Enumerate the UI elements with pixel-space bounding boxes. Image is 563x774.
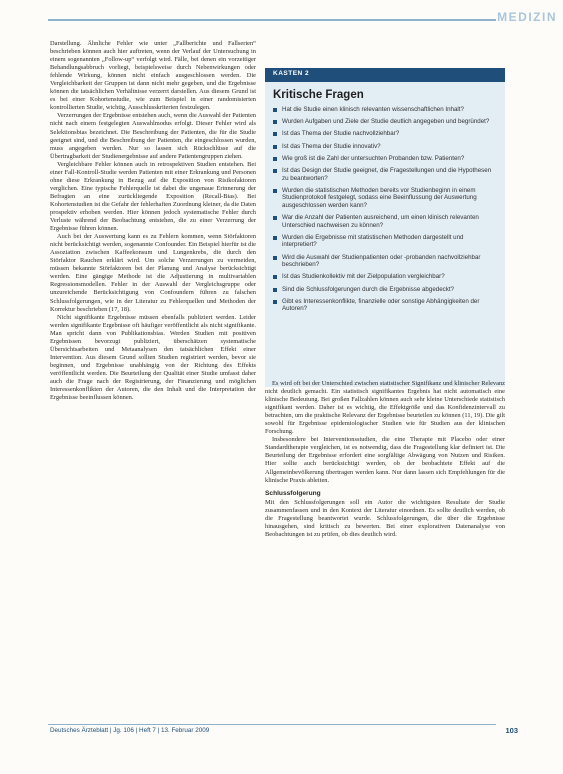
conclusion-paragraph: Mit den Schlussfolgerungen soll ein Autor die wichtigsten Resultate der Studie zusammenfassen und in den Kontext der Literatur einordnen. Es sollte deutlich werden, ob die Fragestellung beantwortet wurde. Schlussfolgerungen, die über die Ergebnisse hinausgehen, sind kritisch zu bewerten. Bei einer explorativen Datenanalyse von Beobachtungen ist zu prüfen, ob dies deutlich wird. xyxy=(265,498,505,538)
question-item: Ist das Thema der Studie nachvollziehbar? xyxy=(273,130,497,138)
question-item: Ist das Design der Studie geeignet, die Fragestellungen und die Hypothesen zu beantworten? xyxy=(273,167,497,182)
critical-questions-box xyxy=(265,68,505,387)
section-label: MEDIZIN xyxy=(497,10,557,24)
page-footer xyxy=(48,724,518,736)
left-paragraph: Vergleichbare Fehler können auch in retrospektiven Studien entstehen. Bei einer Fall-Kontroll-Studie werden Patienten mit einer Erkrankung und Personen ohne diese Erkrankung in Bezug auf die Exposition von Risikofaktoren verglichen. Eine typische Fehlerquelle ist dabei die ungenaue Erinnerung der Befragten an eine zurückliegende Exposition (Recall-Bias). Bei Kohortenstudien ist die Gefahr der fehlerhaften Zuordnung kleiner, da die Daten prospektiv erhoben werden. Hier können jedoch systematische Fehler durch Verluste während der Beobachtung entstehen, die zu einer Verzerrung der Ergebnisse führen können. xyxy=(50,160,256,233)
right-paragraph: Insbesondere bei Interventionsstudien, die eine Therapie mit Placebo oder einer Standardtherapie vergleichen, ist es notwendig, dass die Fragestellung klar definiert ist. Die Beurteilung der Ergebnisse erfordert eine sorgfältige Abwägung von Nutzen und Risiken. Hier sollte auch berücksichtigt werden, ob der beobachtete Effekt auf die Allgemeinbevölkerung übertragen werden kann. Nur dann lassen sich Empfehlungen für die klinische Praxis ableiten. xyxy=(265,436,505,484)
question-list xyxy=(265,106,505,313)
question-item: Wurden Aufgaben und Ziele der Studie deutlich angegeben und begründet? xyxy=(273,118,497,126)
question-item: Wurden die Ergebnisse mit statistischen Methoden dargestellt und interpretiert? xyxy=(273,234,497,249)
question-item: Ist das Studienkollektiv mit der Zielpopulation vergleichbar? xyxy=(273,273,497,281)
left-paragraph: Verzerrungen der Ergebnisse entstehen auch, wenn die Auswahl der Patienten nicht nach einem festgelegten Auswahlmodus erfolgt. Dieser Fehler wird als Selektionsbias bezeichnet. Die Beschreibung der Patienten, die für die Studie geeignet sind, und die Beschreibung der Patienten, die eingeschlossen wurden, muss angegeben werden. Nur so lassen sich Rückschlüsse auf die Übertragbarkeit der Studienergebnisse auf andere Patientengruppen ziehen. xyxy=(50,112,256,160)
box-title: Kritische Fragen xyxy=(273,89,364,101)
header-rule xyxy=(48,19,496,21)
right-column xyxy=(265,380,505,539)
question-item: War die Anzahl der Patienten ausreichend, um einen klinisch relevanten Unterschied nachweisen zu können? xyxy=(273,214,497,229)
question-item: Hat die Studie einen klinisch relevanten wissenschaftlichen Inhalt? xyxy=(273,106,497,114)
box-label: KASTEN 2 xyxy=(273,70,310,77)
page-number: 103 xyxy=(505,726,518,735)
left-paragraph: Darstellung. Ähnliche Fehler wie unter „Fallberichte und Fallserien“ beschrieben können auch hier auftreten, wenn der Verlauf der Untersuchung in einem sogenannten „Follow-up“ verfolgt wird. Fälle, bei denen ein vorzeitiger Behandlungsabbruch vorliegt, beispielsweise durch Nebenwirkungen oder fehlende Wirkung, können nicht einfach ausgeschlossen werden. Die Vergleichbarkeit der Gruppen ist dann nicht mehr gegeben, und die Ergebnisse können die tatsächlichen Verhältnisse verzerrt darstellen. Aus diesem Grund ist es bei einer Kohortenstudie, wie zum Beispiel in einer randomisierten kontrollierten Studie, wichtig, Ausschlusskriterien festzulegen. xyxy=(50,40,256,112)
journal-citation: Deutsches Ärzteblatt | Jg. 106 | Heft 7 | 13. Februar 2009 xyxy=(50,727,210,734)
page-header xyxy=(0,0,563,30)
question-item: Sind die Schlussfolgerungen durch die Ergebnisse abgedeckt? xyxy=(273,286,497,294)
left-paragraph: Nicht signifikante Ergebnisse müssen ebenfalls publiziert werden. Leider werden signifikante Ergebnisse oft häufiger veröffentlicht als nicht signifikante. Man spricht dann von Publikationsbias. Werden Studien mit positiven Ergebnissen bevorzugt publiziert, überschätzen systematische Übersichtsarbeiten und Metaanalysen den tatsächlichen Effekt einer Intervention. Aus diesem Grund sollten Studien registriert werden, bevor sie beginnen, und Ergebnisse unabhängig von der Richtung des Effekts veröffentlicht werden. Die Beurteilung der Qualität einer Studie umfasst daher auch die Frage nach der Registrierung, der Finanzierung und möglichen Interessenkonflikten der Autoren, die den Inhalt und die Interpretation der Ergebnisse beeinflussen können. xyxy=(50,313,256,402)
right-paragraph: Es wird oft bei der Unterschied zwischen statistischer Signifikanz und klinischer Relevanz nicht deutlich gemacht. Ein statistisch signifikantes Ergebnis hat nicht automatisch eine klinische Bedeutung. Bei großen Fallzahlen können auch sehr kleine Unterschiede statistisch signifikant werden. Daher ist es wichtig, die Effektgröße und das Konfidenzintervall zu betrachten, um die praktische Relevanz der Ergebnisse beurteilen zu können (11, 19). Die gilt sowohl für Ergebnisse epidemiologischer Studien wie für Studien aus der klinischen Forschung. xyxy=(265,380,505,436)
question-item: Wurden die statistischen Methoden bereits vor Studienbeginn in einem Studienprotokoll festgelegt, sodass eine Beeinflussung der Auswertung ausgeschlossen werden kann? xyxy=(273,187,497,210)
question-item: Wird die Auswahl der Studienpatienten oder -probanden nachvollziehbar beschrieben? xyxy=(273,254,497,269)
left-column xyxy=(50,40,256,402)
conclusion-heading: Schlussfolgerung xyxy=(265,489,321,497)
footer-rule xyxy=(48,724,496,725)
question-item: Gibt es Interessenkonflikte, finanzielle oder sonstige Abhängigkeiten der Autoren? xyxy=(273,298,497,313)
left-paragraph: Auch bei der Auswertung kann es zu Fehlern kommen, wenn Störfaktoren nicht berücksichtigt werden, sogenannte Confounder. Ein Beispiel hierfür ist die Assoziation zwischen Kaffeekonsum und Lungenkrebs, die durch den Störfaktor Rauchen erklärt wird. Um solche Verzerrungen zu vermeiden, müssen bekannte Störfaktoren bei der Planung und Analyse berücksichtigt werden. Eine gängige Methode ist die Adjustierung in multivariablen Regressionsmodellen. Fehler in der Auswahl der Vergleichsgruppe oder unzureichende Berücksichtigung von Confoundern führen zu falschen Schlussfolgerungen, wie in der Literatur zu Fehlerquellen und Methoden der Korrektur beschrieben (17, 18). xyxy=(50,233,256,313)
question-item: Ist das Thema der Studie innovativ? xyxy=(273,143,497,151)
question-item: Wie groß ist die Zahl der untersuchten Probanden bzw. Patienten? xyxy=(273,155,497,163)
